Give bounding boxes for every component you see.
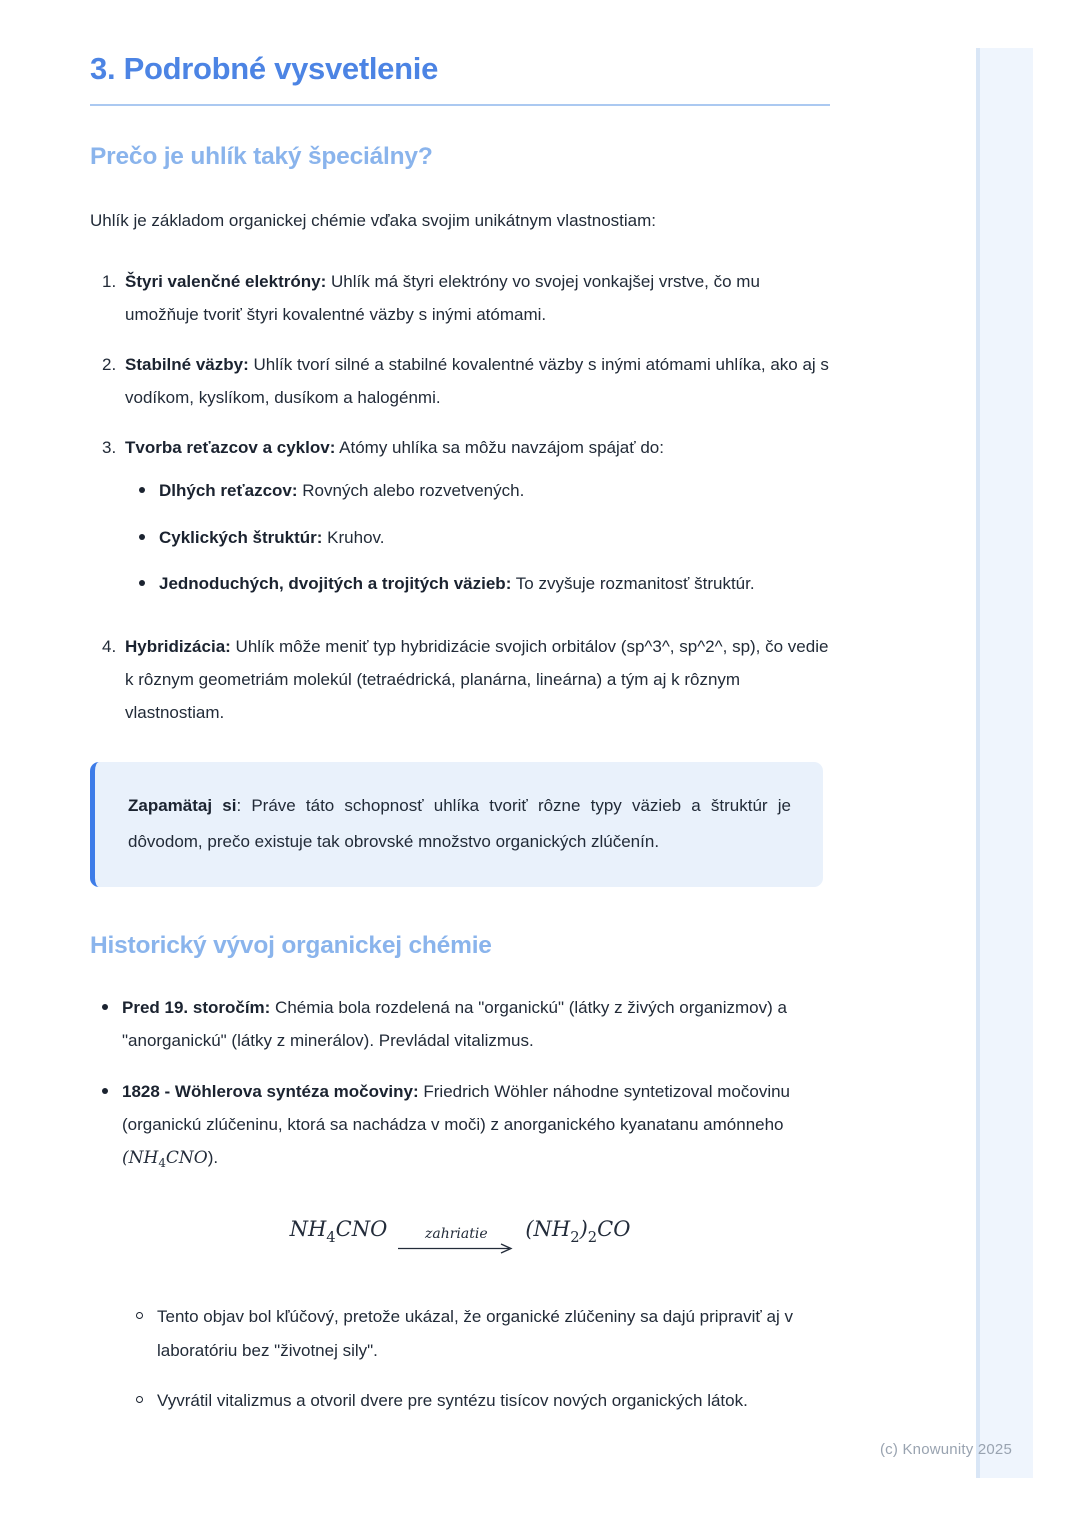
list-number: 3. (102, 438, 117, 458)
page-title: 3. Podrobné vysvetlenie (90, 51, 439, 86)
carbon-properties-list (90, 265, 830, 730)
chain-types-sublist (125, 474, 830, 599)
list-item-lead: Jednoduchých, dvojitých a trojitých väzieb: (159, 573, 512, 593)
list-item-lead: Cyklických štruktúr: (159, 527, 323, 547)
list-item-lead: Pred 19. storočím: (122, 997, 271, 1017)
intro-paragraph: Uhlík je základom organickej chémie vďaka svojim unikátnym vlastnostiam: (90, 210, 657, 230)
list-item-lead: Štyri valenčné elektróny: (125, 271, 327, 291)
list-item-text: Atómy uhlíka sa môžu navzájom spájať do: (335, 438, 664, 458)
bullet-dot-icon (139, 580, 145, 586)
inline-chemical-formula: ($NH_4CNO$ (122, 1148, 208, 1171)
list-item-text: Uhlík môže meniť typ hybridizácie svojich orbitálov (sp^3^, sp^2^, sp), čo vedie k rôznym geometriám molekúl (tetraédrická, planárna, lineárna) a tým aj k rôznym vlastnostiam. (125, 636, 829, 723)
list-number: 2. (102, 355, 117, 374)
list-item-lead: Stabilné väzby: (125, 355, 249, 374)
list-item (102, 265, 830, 331)
list-item (136, 1384, 830, 1417)
product-formula: $(NH_2)_2CO$ (525, 1217, 631, 1246)
list-item-text: Kruhov. (322, 527, 385, 547)
callout-text (128, 788, 791, 860)
list-item-text: Chémia bola rozdelená na "organickú" (látky z živých organizmov) a "anorganickú" (látky z minerálov). Prevládal vitalizmus. (122, 997, 787, 1050)
list-item-text: Rovných alebo rozvetvených. (297, 481, 525, 501)
bullet-circle-icon (136, 1312, 143, 1319)
list-item (102, 431, 830, 613)
list-item-text: Friedrich Wöhler náhodne syntetizoval močovinu (organickú zlúčeninu, ktorá sa nachádza v moči) z anorganického kyanatanu amónneho (122, 1082, 790, 1135)
formula-period: ). (207, 1148, 219, 1168)
list-number: 4. (102, 636, 117, 656)
list-item (102, 348, 830, 414)
bullet-dot-icon (102, 1004, 108, 1010)
list-item (102, 991, 830, 1057)
next-page-preview-edge[interactable] (976, 48, 1033, 1478)
callout-lead: Zapamätaj si (128, 796, 237, 816)
list-item (139, 521, 830, 554)
callout-body: : Práve táto schopnosť uhlíka tvoriť rôzne typy väzieb a štruktúr je dôvodom, prečo existuje tak obrovské množstvo organických zlúčenín. (128, 796, 791, 852)
section-heading-history: Historický vývoj organickej chémie (90, 932, 492, 960)
list-item (102, 1075, 830, 1175)
list-item-text: Uhlík má štyri elektróny vo svojej vonkajšej vrstve, čo mu umožňuje tvoriť štyri kovalentné väzby s inými atómami. (125, 271, 760, 324)
reaction-arrow-icon (397, 1227, 515, 1254)
list-item-text: Vyvrátil vitalizmus a otvoril dvere pre syntézu tisícov nových organických látok. (157, 1390, 748, 1410)
history-bullets-list (90, 991, 830, 1176)
reaction-condition-label: zahriatie (424, 1226, 488, 1243)
list-item (139, 567, 830, 600)
list-number: 1. (102, 271, 117, 291)
reaction-equation (90, 1217, 830, 1254)
list-item-text: Tento objav bol kľúčový, pretože ukázal, že organické zlúčeniny sa dajú pripraviť aj v laboratóriu bez "životnej sily". (157, 1307, 793, 1360)
remember-callout-box (90, 762, 823, 887)
document-content (90, 50, 830, 1434)
list-item-lead: Dlhých reťazcov: (159, 481, 298, 501)
list-item (139, 474, 830, 507)
list-item-text: Uhlík tvorí silné a stabilné kovalentné väzby s inými atómami uhlíka, ako aj s vodíkom, kyslíkom, dusíkom a halogénmi. (125, 355, 829, 408)
bullet-dot-icon (139, 534, 145, 540)
bullet-circle-icon (136, 1396, 143, 1403)
list-item-text: To zvyšuje rozmanitosť štruktúr. (511, 573, 755, 593)
list-item-lead: Tvorba reťazcov a cyklov: (125, 438, 336, 458)
copyright-footer: (c) Knowunity 2025 (879, 1441, 1012, 1458)
list-item (102, 630, 830, 729)
bullet-dot-icon (139, 487, 145, 493)
right-arrow-icon (397, 1243, 515, 1254)
title-divider (90, 104, 830, 106)
reactant-formula: $NH_4CNO$ (289, 1217, 388, 1246)
list-item (136, 1300, 830, 1366)
bullet-dot-icon (102, 1088, 108, 1094)
list-item-lead: Hybridizácia: (125, 636, 231, 656)
discovery-impact-list (90, 1300, 830, 1416)
list-item-lead: 1828 - Wöhlerova syntéza močoviny: (122, 1082, 419, 1101)
section-heading-why-carbon: Prečo je uhlík taký špeciálny? (90, 143, 433, 171)
